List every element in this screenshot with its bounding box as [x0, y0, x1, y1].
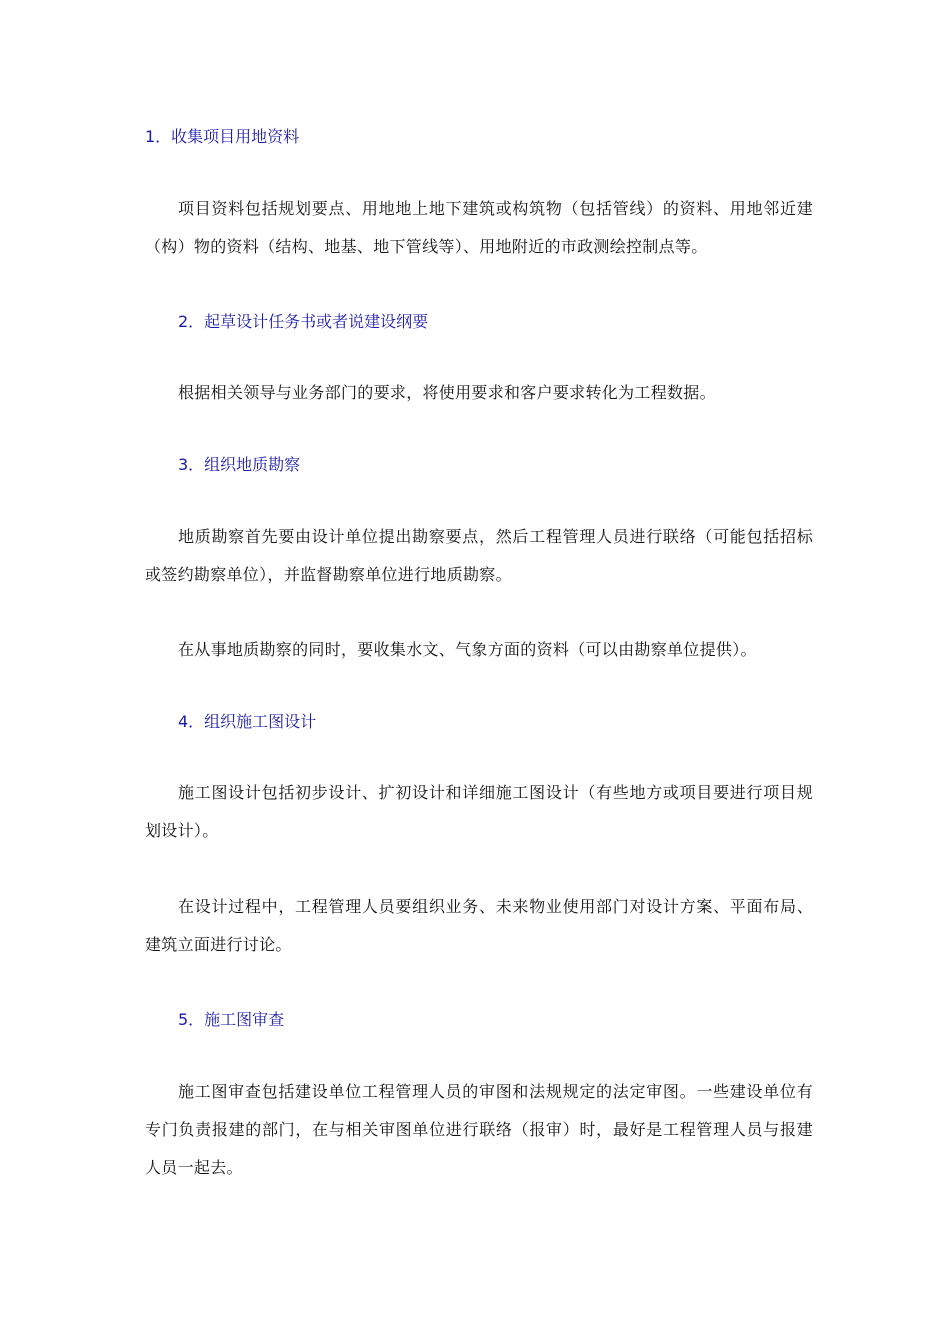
section-4-paragraph-2: 在设计过程中，工程管理人员要组织业务、未来物业使用部门对设计方案、平面布局、建筑立面进行讨论。 — [145, 897, 813, 954]
section-2-heading: 2．起草设计任务书或者说建设纲要 — [178, 312, 429, 331]
section-1-heading: 1．收集项目用地资料 — [145, 127, 300, 146]
section-4-heading: 4．组织施工图设计 — [178, 712, 317, 731]
section-5-heading: 5．施工图审查 — [178, 1010, 285, 1029]
section-5-paragraph-1: 施工图审查包括建设单位工程管理人员的审图和法规规定的法定审图。一些建设单位有专门负责报建的部门，在与相关审图单位进行联络（报审）时，最好是工程管理人员与报建人员一起去。 — [145, 1082, 813, 1177]
section-4-paragraph-1: 施工图设计包括初步设计、扩初设计和详细施工图设计（有些地方或项目要进行项目规划设计）。 — [145, 783, 813, 840]
section-2-paragraph-1: 根据相关领导与业务部门的要求，将使用要求和客户要求转化为工程数据。 — [178, 383, 716, 402]
section-3-paragraph-1: 地质勘察首先要由设计单位提出勘察要点，然后工程管理人员进行联络（可能包括招标或签约勘察单位），并监督勘察单位进行地质勘察。 — [145, 527, 813, 584]
section-3-heading: 3．组织地质勘察 — [178, 455, 301, 474]
section-3-paragraph-2: 在从事地质勘察的同时，要收集水文、气象方面的资料（可以由勘察单位提供）。 — [178, 640, 757, 659]
section-1-paragraph-1: 项目资料包括规划要点、用地地上地下建筑或构筑物（包括管线）的资料、用地邻近建（构）物的资料（结构、地基、地下管线等）、用地附近的市政测绘控制点等。 — [145, 199, 813, 256]
